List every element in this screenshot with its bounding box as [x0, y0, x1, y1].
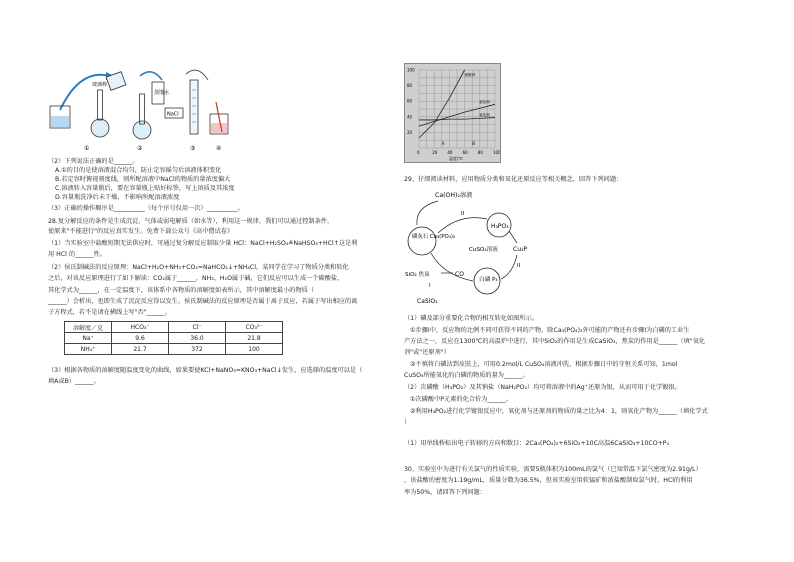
- point-label-a: A: [441, 141, 445, 146]
- nacl-label: NaCl: [167, 111, 179, 118]
- q28-line-2: 使原来"不能进行"的反应真实发生。免费下载公众号《高中僧试卷》: [48, 228, 234, 235]
- q2-stem: （2）下列说法正确的是______。: [48, 158, 139, 165]
- q30-line-2: ，该盐酸的密度为1.19g/mL，质量分数为36.5%，但该实验室用软锰矿和浓盐酸制取氯气时，HCl的利用: [404, 477, 693, 484]
- q29-line-1: （1）磷及部分重要化合物的相互转化如图所示。: [404, 315, 538, 322]
- table-cell: NH₄⁺: [65, 344, 112, 355]
- table-row: [65, 333, 283, 344]
- x-axis-label: 温度/℃: [449, 156, 463, 161]
- series-label: 氯化钾: [479, 99, 490, 104]
- q29-title: 29、仔细阅读材料，应用物质分类和氧化还原反应等相关概念，回答下列问题：: [404, 176, 623, 183]
- table-cell: CO₃²⁻: [226, 322, 283, 333]
- table-cell: Cl⁻: [169, 322, 226, 333]
- table-cell: 21.8: [226, 333, 283, 344]
- solubility-chart-svg: [405, 64, 500, 162]
- solubility-table: [64, 321, 283, 355]
- series-label: 硝酸钾: [464, 73, 476, 77]
- table-cell: 21.7: [112, 344, 169, 355]
- step-mark-1: ①: [84, 145, 90, 152]
- q29-line-8: ①次磷酸中P元素的化合价为______。: [410, 396, 513, 403]
- y-tick-label: 80: [407, 83, 413, 89]
- water-label: 蒸馏水: [154, 90, 170, 96]
- q28-line-8: ______）会析出，也即生成了沉淀反应得以发生。侯氏制碱法的反应原理是否属于离子反应，若属于写出相应的离: [48, 298, 358, 305]
- q29-line-3: 产方法之一，反应在1300℃的高温炉中进行，其中SiO₂的作用是生成CaSiO₃，焦炭的作用是______（填"氧化: [404, 338, 705, 345]
- rod-label: 玻璃棒: [92, 82, 108, 88]
- q28-3-line-1: （3）根据各物质的溶解度随温度变化的曲线，如果要使KCl+NaNO₃=KNO₃+NaCl↓发生，应选择的温度可以是（: [48, 367, 363, 374]
- y-tick-label: 20: [407, 129, 413, 135]
- x-tick-label: 40: [447, 150, 453, 155]
- q28-line-9: 子方程式，若不是请在横线上写"否"______。: [48, 309, 172, 316]
- q28-line-7: 其化学式为______，在一定温度下，该体系中各物质的溶解度如表所示，其中溶解度最小的物质（: [48, 287, 315, 294]
- q2-option-d: D.容量瓶洗净后未干燥，不影响所配溶液浓度: [55, 194, 180, 201]
- q28-line-5: （2）侯氏制碱法的反应原理：NaCl+H₂O+NH₃+CO₂=NaHCO₃↓+NH₄Cl，某同学在学习了物质分类和转化: [48, 264, 349, 271]
- p4-label: 白磷 P₄: [479, 277, 498, 283]
- step-mark-3: ③: [190, 145, 196, 152]
- x-tick-label: 0: [417, 150, 420, 155]
- q29-line-9: ②利用H₃PO₂进行化学镀银反应中，氧化剂与还原剂的物质的量之比为4：1，则氧化产物为______（填化学式: [410, 408, 708, 415]
- table-cell: 9.6: [112, 333, 169, 344]
- lab-apparatus-figure: [40, 66, 240, 152]
- co-label: CO: [455, 271, 464, 278]
- q28-3-line-2: 填A或B）______。: [48, 378, 100, 385]
- y-tick-label: 40: [407, 114, 413, 120]
- q29-line-5: ②不慎将白磷沾到皮肤上，可用0.2mol/L CuSO₄溶液冲洗，根据步骤日中的守恒关系可知，1mol: [410, 361, 678, 368]
- q28-line-6: 之后，对该反应原理进行了如下解读：CO₂属于______，NH₃、H₂O属于碱，它们反应可以生成一个碳酸盐，: [48, 275, 344, 282]
- step-mark-4: ④: [216, 145, 222, 152]
- q2-option-c: C.溶液转入容量瓶后，要在容量瓶上贴好标签，写上溶质及其浓度: [55, 185, 235, 192]
- q29-line-6: CuSO₄所能氧化的白磷的物质的量为______。: [404, 372, 529, 379]
- h3po3-label: H₃PO₃: [491, 223, 509, 230]
- q28-line-1: 28.复分解反应的条件是生成沉淀、气体或弱电解质（如水等），利用这一规律，我们可以通过控制条件，: [48, 218, 334, 225]
- q2-option-b: B.若定容时俯视刻度线，则所配溶液中NaCl的物质的量浓度偏大: [55, 176, 231, 183]
- roman-ii-a: II: [461, 211, 465, 217]
- x-tick-label: 100: [493, 150, 500, 155]
- q3-stem: （3）正确的操作顺序是__________（每个序号仅用一次）__________。: [48, 205, 244, 212]
- q28-line-4: 用 HCl 的______性。: [48, 251, 106, 258]
- solubility-chart: [404, 63, 501, 163]
- phosphorus-cycle-diagram: [405, 185, 535, 307]
- x-tick-label: 60: [462, 150, 468, 155]
- sio2-label: SiO₂ 焦炭: [405, 272, 430, 278]
- table-cell: Na⁺: [65, 333, 112, 344]
- table-cell: 溶解度／克: [65, 322, 112, 333]
- cuso4-label: CuSO₄溶液: [469, 247, 498, 253]
- cycle-top-label: Ca(OH)₂溶液: [435, 192, 473, 199]
- ore-label: 磷灰石 Ca₃(PO₄)₂: [412, 234, 456, 240]
- q29-line-4: 剂"或"还原剂"）: [404, 349, 450, 356]
- table-cell: 372: [169, 344, 226, 355]
- q29-line-2: ①步骤I中，反应物的比例不同可获得不同的产物，除Ca₃(PO₄)₂外可能的产物还有步骤I为白磷的工业生: [410, 327, 690, 334]
- q29-line-7: （2）次磷酸（H₃PO₂）及其钠盐（NaH₂PO₂）均可将溶液中的Ag⁺还原为银，从而可用于化学镀银。: [404, 384, 681, 391]
- y-tick-label: 60: [407, 98, 413, 104]
- cu3p-label: Cu₃P: [513, 246, 528, 253]
- q28-line-3: （1）当实验室中盐酸短期无法供应时，可通过复分解反应制取少量 HCl：NaCl+H₂SO₄≜NaHSO₄+HCl↑这是利: [48, 240, 358, 247]
- table-header-row: [65, 322, 283, 333]
- table-cell: HCO₃⁻: [112, 322, 169, 333]
- table-cell: 36.0: [169, 333, 226, 344]
- q29-line-10: ）: [404, 419, 411, 426]
- y-tick-label: 100: [407, 67, 415, 73]
- series-label: 氯化钠: [479, 113, 490, 118]
- table-row: [65, 344, 283, 355]
- q29-last: （1）用单线桥标出电子转移的方向和数目：2Ca₃(PO₄)₂+6SiO₂+10C高温6CaSiO₃+10CO+P₄: [404, 440, 669, 447]
- x-tick-label: 80: [477, 150, 483, 155]
- table-cell: 100: [226, 344, 283, 355]
- casio3-label: CaSiO₃: [417, 298, 438, 305]
- q30-line-1: 30、实验室中为进行有关氯气的性质实验，需要5瓶体积为100mL的氯气（已知常温下氯气密度为2.91g/L）: [404, 466, 702, 473]
- x-tick-label: 20: [432, 150, 438, 155]
- step-mark-2: ②: [137, 145, 143, 152]
- q2-option-a: A.①的目的是使溶液混合均匀，防止定容摇匀后溶液体积变化: [55, 167, 222, 174]
- roman-ii-b: II: [517, 263, 521, 269]
- roman-i: I: [429, 283, 431, 289]
- q30-line-3: 率为50%，请回答下列问题：: [404, 489, 486, 496]
- point-label-b: B: [472, 141, 475, 146]
